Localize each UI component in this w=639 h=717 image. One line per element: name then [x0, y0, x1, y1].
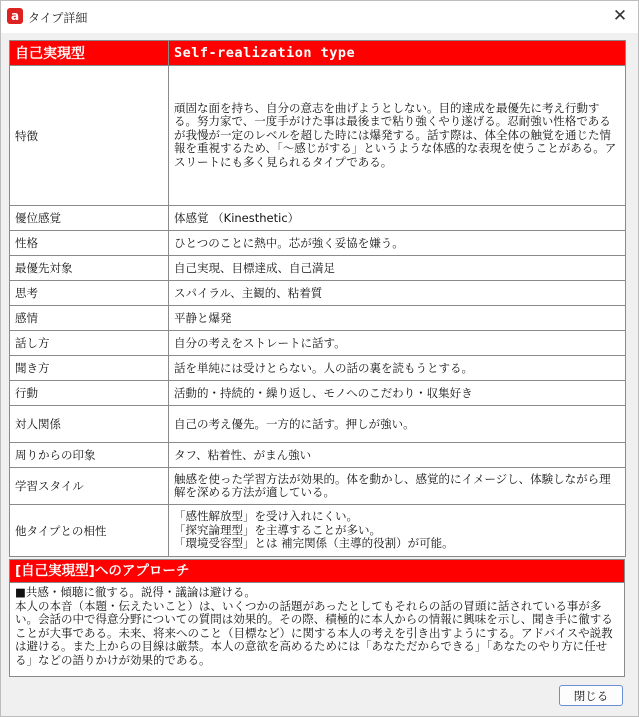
- row-label: 行動: [10, 381, 169, 406]
- window-title: タイプ詳細: [28, 11, 88, 25]
- row-value: 平静と爆発: [169, 306, 626, 331]
- row-label: 周りからの印象: [10, 443, 169, 468]
- app-icon: a: [7, 8, 23, 24]
- type-name-en: Self-realization type: [169, 41, 626, 66]
- title-bar[interactable]: [1, 1, 638, 33]
- table-row: [10, 356, 626, 381]
- row-value: ひとつのことに熱中。芯が強く妥協を嫌う。: [169, 231, 626, 256]
- table-row: [10, 206, 626, 231]
- type-detail-table: [9, 40, 626, 557]
- table-row: [10, 281, 626, 306]
- table-row: [10, 331, 626, 356]
- table-header-row: [10, 41, 626, 66]
- close-button[interactable]: 閉じる: [559, 685, 623, 706]
- table-row: [10, 505, 626, 557]
- row-label: 優位感覚: [10, 206, 169, 231]
- table-row: [10, 443, 626, 468]
- row-label: 学習スタイル: [10, 468, 169, 505]
- row-value: 自己実現、目標達成、自己満足: [169, 256, 626, 281]
- row-value: 話を単純には受けとらない。人の話の裏を読もうとする。: [169, 356, 626, 381]
- row-value: 頑固な面を持ち、自分の意志を曲げようとしない。目的達成を最優先に考え行動する。努力家で、一度手がけた事は最後まで粘り強くやり遂げる。忍耐強い性格であるが我慢が一定のレベルを超した時には爆発する。話す際は、体全体の触覚を通じた情報を重視するため、「～感じがする」というような体感的な表現を使うことがある。アスリートにも多く見られるタイプである。: [169, 66, 626, 206]
- row-label: 性格: [10, 231, 169, 256]
- table-row: [10, 231, 626, 256]
- row-value: スパイラル、主観的、粘着質: [169, 281, 626, 306]
- row-label: 他タイプとの相性: [10, 505, 169, 557]
- row-value: タフ、粘着性、がまん強い: [169, 443, 626, 468]
- row-label: 感情: [10, 306, 169, 331]
- type-name-ja: 自己実現型: [10, 41, 169, 66]
- row-value: 自分の考えをストレートに話す。: [169, 331, 626, 356]
- table-row: [10, 256, 626, 281]
- table-row: [10, 406, 626, 443]
- row-label: 思考: [10, 281, 169, 306]
- row-value: 自己の考え優先。一方的に話す。押しが強い。: [169, 406, 626, 443]
- row-label: 特徴: [10, 66, 169, 206]
- row-value: 体感覚 （Kinesthetic）: [169, 206, 626, 231]
- row-label: 話し方: [10, 331, 169, 356]
- dialog-content: [1, 33, 638, 716]
- close-icon[interactable]: ✕: [612, 6, 628, 26]
- row-value: 「感性解放型」を受け入れにくい。 「探究論理型」を主導することが多い。 「環境受容型」とは 補完関係（主導的役割）が可能。: [169, 505, 626, 557]
- row-label: 最優先対象: [10, 256, 169, 281]
- row-value: 触感を使った学習方法が効果的。体を動かし、感覚的にイメージし、体験しながら理解を深める方法が適している。: [169, 468, 626, 505]
- table-row: [10, 306, 626, 331]
- approach-panel: [9, 559, 625, 677]
- table-row: [10, 468, 626, 505]
- approach-body: ■共感・傾聴に徹する。説得・議論は避ける。 本人の本音（本題・伝えたいこと）は、いくつかの話題があったとしてもそれらの話の冒頭に話されている事が多い。会話の中で得意分野についての質問は効果的。その際、積極的に本人からの情報に興味を示し、聞き手に徹することが大事である。未来、将来へのこと（目標など）に関する本人の考えを引き出すようにする。アドバイスや説教は避ける。また上からの目線は厳禁。本人の意欲を高めるためには「あなただからできる」「あなたのやり方に任せる」などの語りかけが効果的である。: [15, 585, 613, 667]
- row-value: 活動的・持続的・繰り返し、モノへのこだわり・収集好き: [169, 381, 626, 406]
- row-label: 対人関係: [10, 406, 169, 443]
- table-row: [10, 66, 626, 206]
- table-row: [10, 381, 626, 406]
- row-label: 聞き方: [10, 356, 169, 381]
- approach-title: [自己実現型]へのアプローチ: [10, 560, 624, 583]
